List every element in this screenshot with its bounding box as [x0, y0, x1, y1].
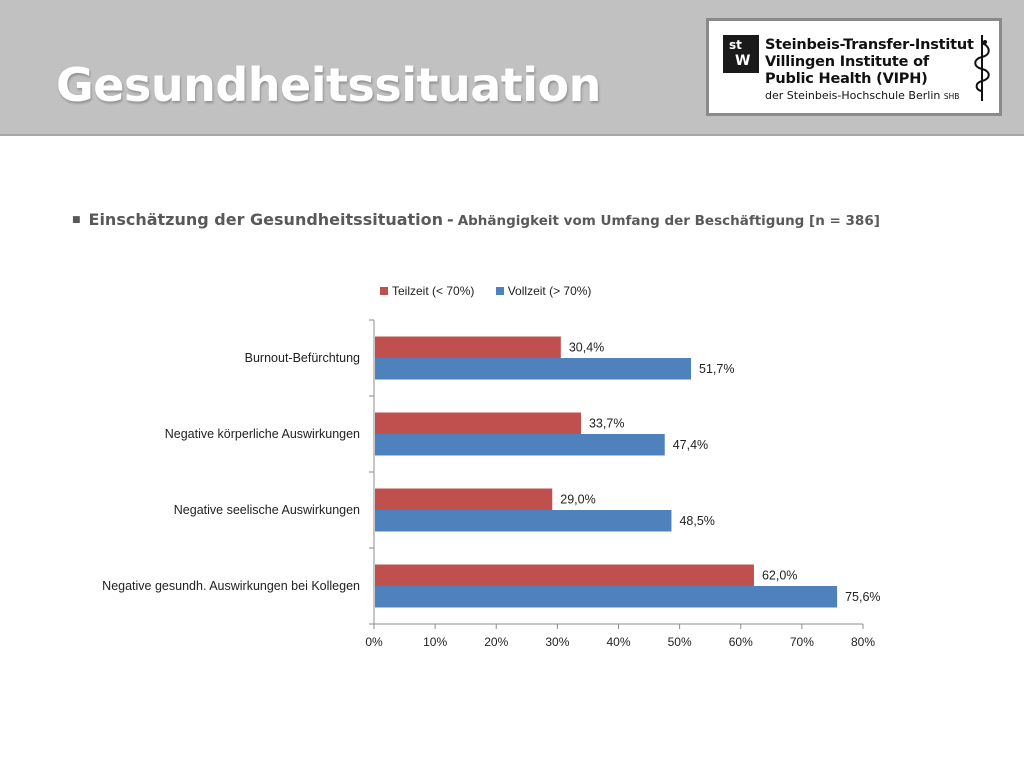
legend-label-vollzeit: Vollzeit (> 70%) — [507, 284, 592, 298]
bar-vollzeit — [375, 586, 837, 608]
data-label: 48,5% — [679, 513, 715, 528]
x-tick-label: 0% — [365, 635, 383, 649]
data-label: 29,0% — [560, 492, 596, 507]
bullet-icon: ■ — [72, 215, 81, 225]
data-label: 30,4% — [568, 340, 605, 355]
data-label: 75,6% — [845, 589, 881, 604]
bar-vollzeit — [375, 434, 665, 456]
data-label: 51,7% — [699, 361, 735, 376]
subtitle-separator: - — [447, 210, 454, 229]
bar-teilzeit — [375, 337, 561, 359]
x-tick-label: 40% — [606, 635, 631, 649]
logo-text-line4-main: der Steinbeis-Hochschule Berlin — [765, 89, 941, 102]
category-label: Burnout-Befürchtung — [244, 351, 360, 365]
x-tick-label: 20% — [484, 635, 509, 649]
data-label: 47,4% — [672, 437, 709, 452]
bar-vollzeit — [375, 358, 691, 380]
data-label: 33,7% — [588, 416, 625, 431]
logo-mark-top: st — [729, 38, 742, 52]
x-tick-label: 30% — [545, 635, 570, 649]
logo-text-line2: Villingen Institute of — [765, 54, 929, 70]
x-tick-label: 60% — [728, 635, 753, 649]
bar-teilzeit — [375, 413, 581, 435]
subtitle-main: Einschätzung der Gesundheitssituation — [88, 210, 444, 229]
legend-label-teilzeit: Teilzeit (< 70%) — [392, 284, 475, 298]
data-label: 62,0% — [761, 568, 798, 583]
category-label: Negative gesundh. Auswirkungen bei Kollegen — [102, 579, 360, 593]
logo-mark-bottom: W — [735, 53, 751, 69]
logo-text-line4-suffix: SHB — [943, 92, 960, 101]
page-title: Gesundheitssituation — [56, 58, 601, 112]
logo-text-line3: Public Health (VIPH) — [765, 71, 928, 87]
x-tick-label: 80% — [850, 635, 876, 649]
bar-teilzeit — [375, 565, 754, 587]
category-label: Negative seelische Auswirkungen — [173, 503, 360, 517]
bar-teilzeit — [375, 489, 552, 511]
subtitle-detail: Abhängigkeit vom Umfang der Beschäftigung [n = 386] — [457, 213, 880, 229]
x-tick-label: 10% — [423, 635, 448, 649]
x-tick-label: 70% — [789, 635, 814, 649]
x-tick-label: 50% — [667, 635, 692, 649]
logo-text-line1: Steinbeis-Transfer-Institut — [765, 37, 974, 53]
category-label: Negative körperliche Auswirkungen — [164, 427, 360, 441]
bar-vollzeit — [375, 510, 671, 532]
